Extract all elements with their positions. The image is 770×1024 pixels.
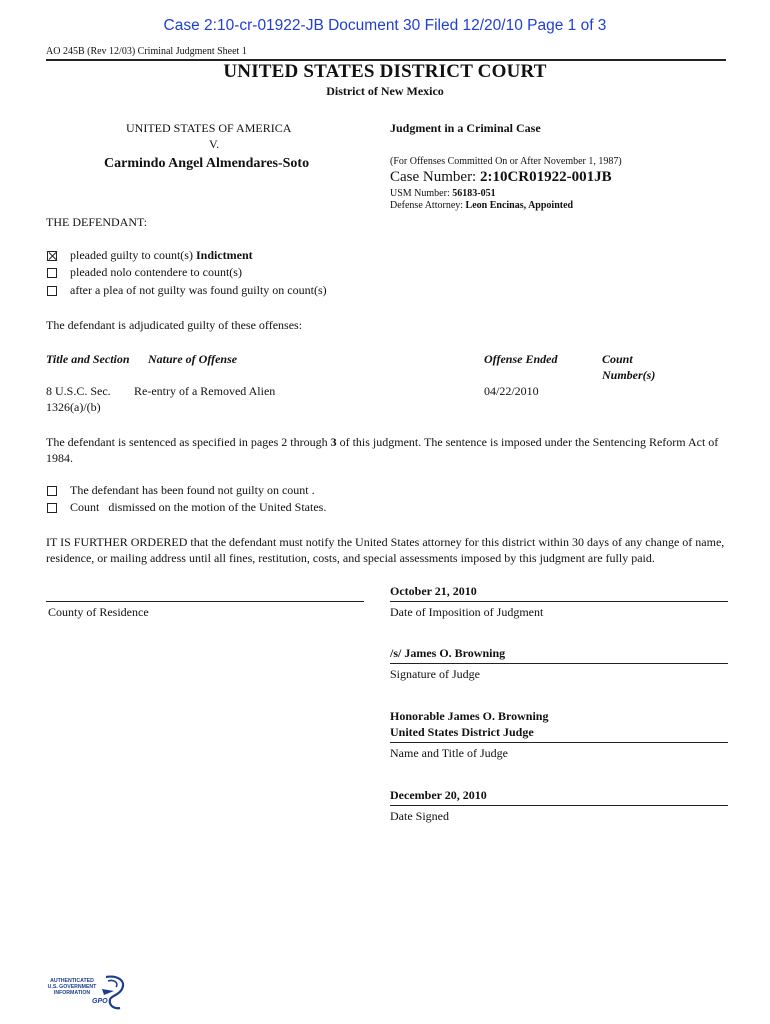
header-count-numbers: Number(s) — [602, 368, 656, 382]
adjudicated-statement: The defendant is adjudicated guilty of these offenses: — [46, 318, 303, 332]
court-title: UNITED STATES DISTRICT COURT — [223, 61, 547, 82]
table-row-offense-ended: 04/22/2010 — [484, 384, 539, 398]
usm-label: USM Number: — [390, 188, 453, 199]
imposition-date-label: Date of Imposition of Judgment — [390, 605, 544, 619]
svg-text:INFORMATION: INFORMATION — [53, 990, 91, 996]
plea-guilty-text — [70, 248, 253, 263]
county-of-residence-label: County of Residence — [48, 605, 149, 619]
defense-attorney: Leon Encinas, Appointed — [465, 200, 574, 211]
sentence-text-1: The defendant is sentenced as specified in pages 2 through — [46, 435, 331, 449]
svg-text:AUTHENTICATED: AUTHENTICATED — [50, 978, 94, 984]
usm-line — [390, 188, 496, 199]
sentence-paragraph — [46, 434, 726, 466]
case-number-label: Case Number: — [390, 169, 480, 185]
plea-guilty-count: Indictment — [195, 248, 253, 262]
table-row-nature: Re-entry of a Removed Alien — [134, 384, 276, 398]
judge-signature: /s/ James O. Browning — [390, 646, 506, 660]
name-title-label: Name and Title of Judge — [390, 746, 508, 760]
svg-text:GPO: GPO — [92, 998, 108, 1005]
the-defendant-heading: THE DEFENDANT: — [46, 215, 148, 229]
plea-guilty-label: pleaded guilty to count(s) — [70, 248, 196, 262]
count-dismissed-text: Count dismissed on the motion of the United States. — [70, 500, 327, 514]
case-number: 2:10CR01922-001JB — [479, 169, 612, 185]
imposition-date: October 21, 2010 — [390, 584, 477, 598]
signature-rule — [390, 663, 728, 664]
gpo-eagle-icon — [44, 975, 130, 1011]
signature-label: Signature of Judge — [390, 667, 480, 681]
name-title-rule — [390, 742, 728, 743]
plea-nolo-checkbox[interactable] — [47, 268, 57, 278]
imposition-rule — [390, 601, 728, 602]
count-dismissed-checkbox[interactable] — [47, 503, 57, 513]
case-number-line — [390, 169, 612, 186]
sentence-text-2: of this judgment. The sentence is imposed under the Sentencing Reform Act of 1984. — [46, 435, 719, 465]
judge-title: United States District Judge — [390, 725, 534, 739]
defendant-name: Carmindo Angel Almendares-Soto — [104, 156, 310, 171]
sentence-page-count: 3 — [330, 435, 337, 449]
attorney-line — [390, 200, 573, 211]
district-name: District of New Mexico — [326, 84, 444, 98]
plea-guilty-checkbox[interactable] — [47, 251, 57, 261]
usm-number: 56183-051 — [452, 188, 496, 199]
county-rule — [46, 601, 364, 602]
header-count: Count — [602, 352, 633, 366]
svg-text:U.S. GOVERNMENT: U.S. GOVERNMENT — [47, 984, 97, 990]
judge-name: Honorable James O. Browning — [390, 709, 549, 723]
plea-nolo-text: pleaded nolo contendere to count(s) — [70, 265, 242, 279]
header-title-section: Title and Section — [46, 352, 130, 366]
further-ordered-paragraph: IT IS FURTHER ORDERED that the defendant must notify the United States attorney for this district within 30 days of any change of name, residence, or mailing address until all fines, restitution, costs, and special assessments imposed by this judgment are fully paid. — [46, 535, 725, 565]
header-offense-ended: Offense Ended — [484, 352, 558, 366]
not-guilty-text: The defendant has been found not guilty on count . — [70, 483, 315, 497]
gpo-authentication-logo — [44, 975, 130, 1011]
table-row-section-line2: 1326(a)/(b) — [46, 400, 101, 414]
plea-not-guilty-checkbox[interactable] — [47, 286, 57, 296]
judgment-title: Judgment in a Criminal Case — [390, 121, 541, 135]
header-nature: Nature of Offense — [148, 352, 238, 366]
table-row-section-line1: 8 U.S.C. Sec. — [46, 384, 111, 398]
versus-label: V. — [209, 137, 220, 151]
date-signed-rule — [390, 805, 728, 806]
plaintiff-name: UNITED STATES OF AMERICA — [126, 121, 292, 135]
date-signed-label: Date Signed — [390, 809, 449, 823]
form-identifier: AO 245B (Rev 12/03) Criminal Judgment Sheet 1 — [46, 46, 247, 57]
offenses-note: (For Offenses Committed On or After November 1, 1987) — [390, 156, 622, 167]
attorney-label: Defense Attorney: — [390, 200, 466, 211]
date-signed: December 20, 2010 — [390, 788, 487, 802]
not-guilty-checkbox[interactable] — [47, 486, 57, 496]
filing-stamp: Case 2:10-cr-01922-JB Document 30 Filed 12/20/10 Page 1 of 3 — [163, 17, 607, 34]
plea-not-guilty-text: after a plea of not guilty was found guilty on count(s) — [70, 283, 327, 297]
